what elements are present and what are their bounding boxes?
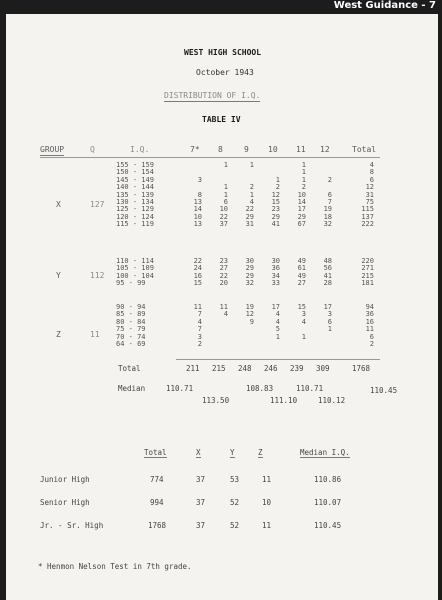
- summary-senior-x: 37: [196, 498, 206, 507]
- grade7-y-values: 22 24 16 15: [193, 257, 202, 288]
- group-y-q: 112: [90, 271, 105, 280]
- col-header-grade10: 10: [268, 145, 278, 154]
- summary-jrsr-y: 52: [230, 521, 240, 530]
- col-header-group: GROUP: [40, 145, 65, 154]
- header-rule: [40, 157, 380, 158]
- summary-senior-y: 52: [230, 498, 240, 507]
- grade12-y-values: 48 56 41 28: [323, 257, 332, 288]
- group-z-q: 11: [90, 330, 100, 339]
- median-top-4: 110.45: [370, 386, 398, 395]
- group-x-label: X: [56, 200, 61, 209]
- median-label: Median: [118, 384, 146, 393]
- total-grade8: 215: [212, 364, 226, 373]
- grade10-y-values: 30 36 34 33: [271, 257, 280, 288]
- col-header-q: Q: [90, 145, 95, 154]
- col-header-grade7: 7*: [190, 145, 200, 154]
- summary-senior-total: 994: [150, 498, 164, 507]
- summary-header-total: Total: [144, 448, 167, 457]
- iq-ranges-z: 90 - 94 85 - 89 80 - 84 75 - 79 70 - 74 64 - 69: [116, 303, 146, 349]
- median-top-3: 110.71: [296, 384, 324, 393]
- total-y-values: 220 271 215 181: [361, 257, 374, 288]
- grade11-y-values: 49 61 49 27: [297, 257, 306, 288]
- grade9-x-values: 1 2 1 4 22 29 31: [245, 161, 254, 229]
- grade9-y-values: 30 29 29 32: [245, 257, 254, 288]
- summary-jrsr-x: 37: [196, 521, 206, 530]
- col-header-grade9: 9: [244, 145, 249, 154]
- totals-label: Total: [118, 364, 141, 373]
- summary-junior-label: Junior High: [40, 475, 90, 484]
- grade10-x-values: 1 2 12 15 23 29 41: [271, 175, 280, 229]
- median-bottom-2: 111.10: [270, 396, 298, 405]
- total-grade7: 211: [186, 364, 200, 373]
- summary-junior-x: 37: [196, 475, 206, 484]
- footnote: * Henmon Nelson Test in 7th grade.: [38, 562, 192, 571]
- typed-document-page: [6, 14, 438, 600]
- grade8-y-values: 23 27 22 20: [219, 257, 228, 288]
- summary-junior-median: 110.86: [314, 475, 342, 484]
- col-header-iq: I.Q.: [130, 145, 150, 154]
- iq-ranges-x: 155 - 159 150 - 154 145 - 149 140 - 144 135 - 139 130 - 134 125 - 129 120 - 124 115 - 119: [116, 161, 154, 229]
- grade12-x-values: 2 6 7 19 18 32: [323, 175, 332, 229]
- school-title: WEST HIGH SCHOOL: [184, 48, 262, 57]
- grade7-z-values: 11 7 4 7 3 2: [193, 303, 202, 349]
- table-label: TABLE IV: [202, 115, 241, 124]
- total-all: 1768: [352, 364, 371, 373]
- col-header-total: Total: [352, 145, 377, 154]
- summary-junior-total: 774: [150, 475, 164, 484]
- col-header-grade12: 12: [320, 145, 330, 154]
- total-grade10: 246: [264, 364, 278, 373]
- total-grade9: 248: [238, 364, 252, 373]
- total-z-values: 94 36 16 11 6 2: [365, 303, 374, 349]
- group-x-q: 127: [90, 200, 105, 209]
- grade9-z-values: 19 12 9: [245, 303, 254, 326]
- grade11-z-values: 15 3 4 1: [297, 303, 306, 341]
- summary-junior-y: 53: [230, 475, 240, 484]
- median-top-1: 110.71: [166, 384, 194, 393]
- summary-header-z: Z: [258, 448, 263, 457]
- col-header-grade8: 8: [218, 145, 223, 154]
- date-line: October 1943: [196, 68, 254, 77]
- median-bottom-3: 110.12: [318, 396, 346, 405]
- summary-header-y: Y: [230, 448, 235, 457]
- summary-senior-label: Senior High: [40, 498, 90, 507]
- running-header: West Guidance - 7: [333, 0, 436, 11]
- total-x-values: 4 8 6 12 31 75 115 137 222: [361, 161, 374, 229]
- iq-ranges-y: 110 - 114 105 - 109 100 - 104 95 - 99: [116, 257, 154, 288]
- grade8-z-values: 11 4: [219, 303, 228, 319]
- group-z-label: Z: [56, 330, 61, 339]
- summary-header-median: Median I.Q.: [300, 448, 350, 457]
- grade10-z-values: 17 4 4 5 1: [271, 303, 280, 341]
- grade8-x-values: 1 1 1 6 10 22 37: [219, 161, 228, 229]
- summary-jrsr-z: 11: [262, 521, 272, 530]
- col-header-grade11: 11: [296, 145, 306, 154]
- total-grade11: 239: [290, 364, 304, 373]
- distribution-subtitle: DISTRIBUTION OF I.Q.: [164, 91, 261, 100]
- summary-jrsr-median: 110.45: [314, 521, 342, 530]
- summary-jrsr-total: 1768: [148, 521, 167, 530]
- totals-rule: [176, 359, 380, 360]
- summary-junior-z: 11: [262, 475, 272, 484]
- summary-header-x: X: [196, 448, 201, 457]
- summary-senior-z: 10: [262, 498, 272, 507]
- grade12-z-values: 17 3 6 1: [323, 303, 332, 334]
- grade7-x-values: 3 8 13 14 10 13: [193, 175, 202, 229]
- running-header-bar: [0, 0, 442, 14]
- median-bottom-1: 113.50: [202, 396, 230, 405]
- grade11-x-values: 1 1 1 2 10 14 17 29 67: [297, 161, 306, 229]
- summary-senior-median: 110.07: [314, 498, 342, 507]
- group-y-label: Y: [56, 271, 61, 280]
- median-top-2: 108.83: [246, 384, 274, 393]
- summary-jrsr-label: Jr. - Sr. High: [40, 521, 104, 530]
- total-grade12: 309: [316, 364, 330, 373]
